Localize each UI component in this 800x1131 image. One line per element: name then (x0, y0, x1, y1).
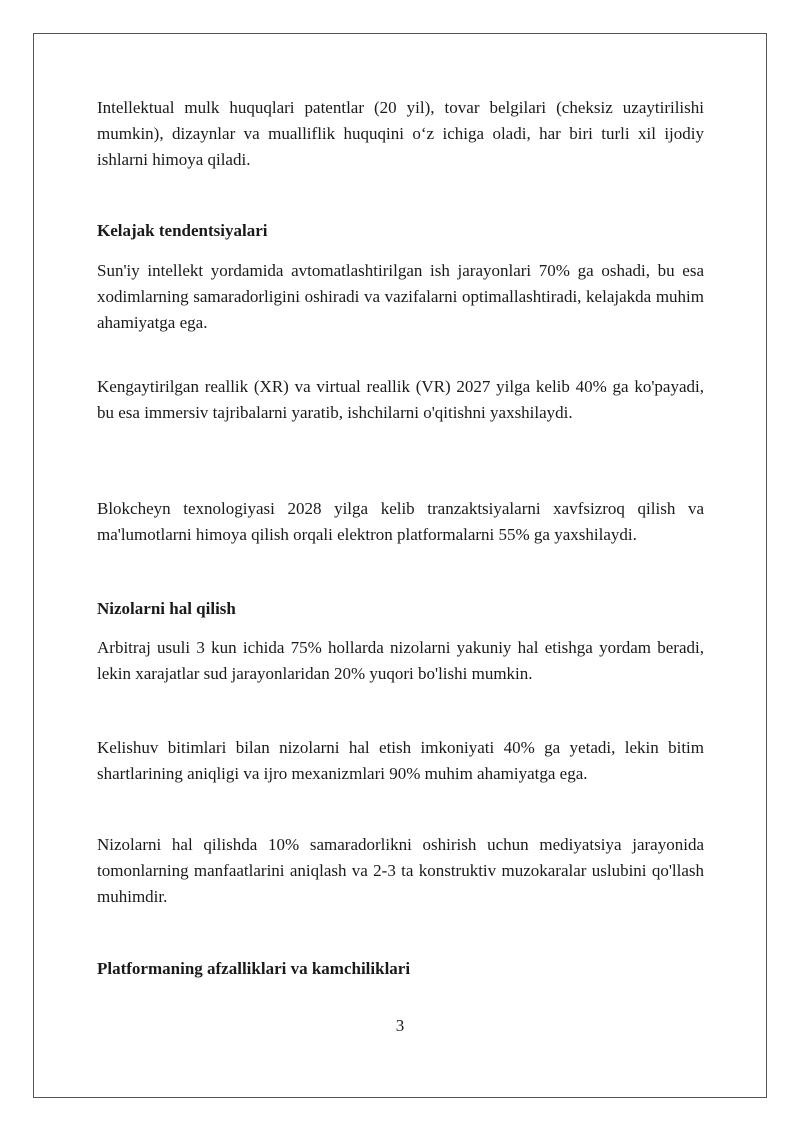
heading-future-trends: Kelajak tendentsiyalari (97, 221, 268, 240)
paragraph-ai-automation: Sun'iy intellekt yordamida avtomatlashtirilgan ish jarayonlari 70% ga oshadi, bu esa xodimlarning samaradorligini oshiradi va vazifalarni optimallashtiradi, kelajakda muhim ahamiyatga ega. (97, 261, 704, 332)
page-border (33, 33, 767, 1098)
heading-platform-pros-cons: Platformaning afzalliklari va kamchiliklari (97, 959, 411, 978)
page-number: 3 (395, 1016, 405, 1035)
paragraph-mediation: Nizolarni hal qilishda 10% samaradorlikni oshirish uchun mediyatsiya jarayonida tomonlarning manfaatlarini aniqlash va 2-3 ta konstruktiv muzokaralar uslubini qo'llash muhimdir. (97, 835, 704, 906)
heading-dispute-resolution: Nizolarni hal qilish (97, 599, 236, 618)
paragraph-settlement: Kelishuv bitimlari bilan nizolarni hal etish imkoniyati 40% ga yetadi, lekin bitim shartlarining aniqligi va ijro mexanizmlari 90% muhim ahamiyatga ega. (97, 738, 704, 783)
paragraph-blockchain: Blokcheyn texnologiyasi 2028 yilga kelib tranzaktsiyalarni xavfsizroq qilish va ma'lumotlarni himoya qilish orqali elektron platformalarni 55% ga yaxshilaydi. (97, 499, 704, 544)
paragraph-ip-rights: Intellektual mulk huquqlari patentlar (20 yil), tovar belgilari (cheksiz uzaytirilishi mumkin), dizaynlar va mualliflik huquqini o‘z ichiga oladi, har biri turli xil ijodiy ishlarni himoya qiladi. (97, 98, 704, 169)
paragraph-xr-vr: Kengaytirilgan reallik (XR) va virtual reallik (VR) 2027 yilga kelib 40% ga ko'payadi, bu esa immersiv tajribalarni yaratib, ishchilarni o'qitishni yaxshilaydi. (97, 377, 704, 422)
paragraph-arbitration: Arbitraj usuli 3 kun ichida 75% hollarda nizolarni yakuniy hal etishga yordam beradi, lekin xarajatlar sud jarayonlaridan 20% yuqori bo'lishi mumkin. (97, 638, 704, 683)
